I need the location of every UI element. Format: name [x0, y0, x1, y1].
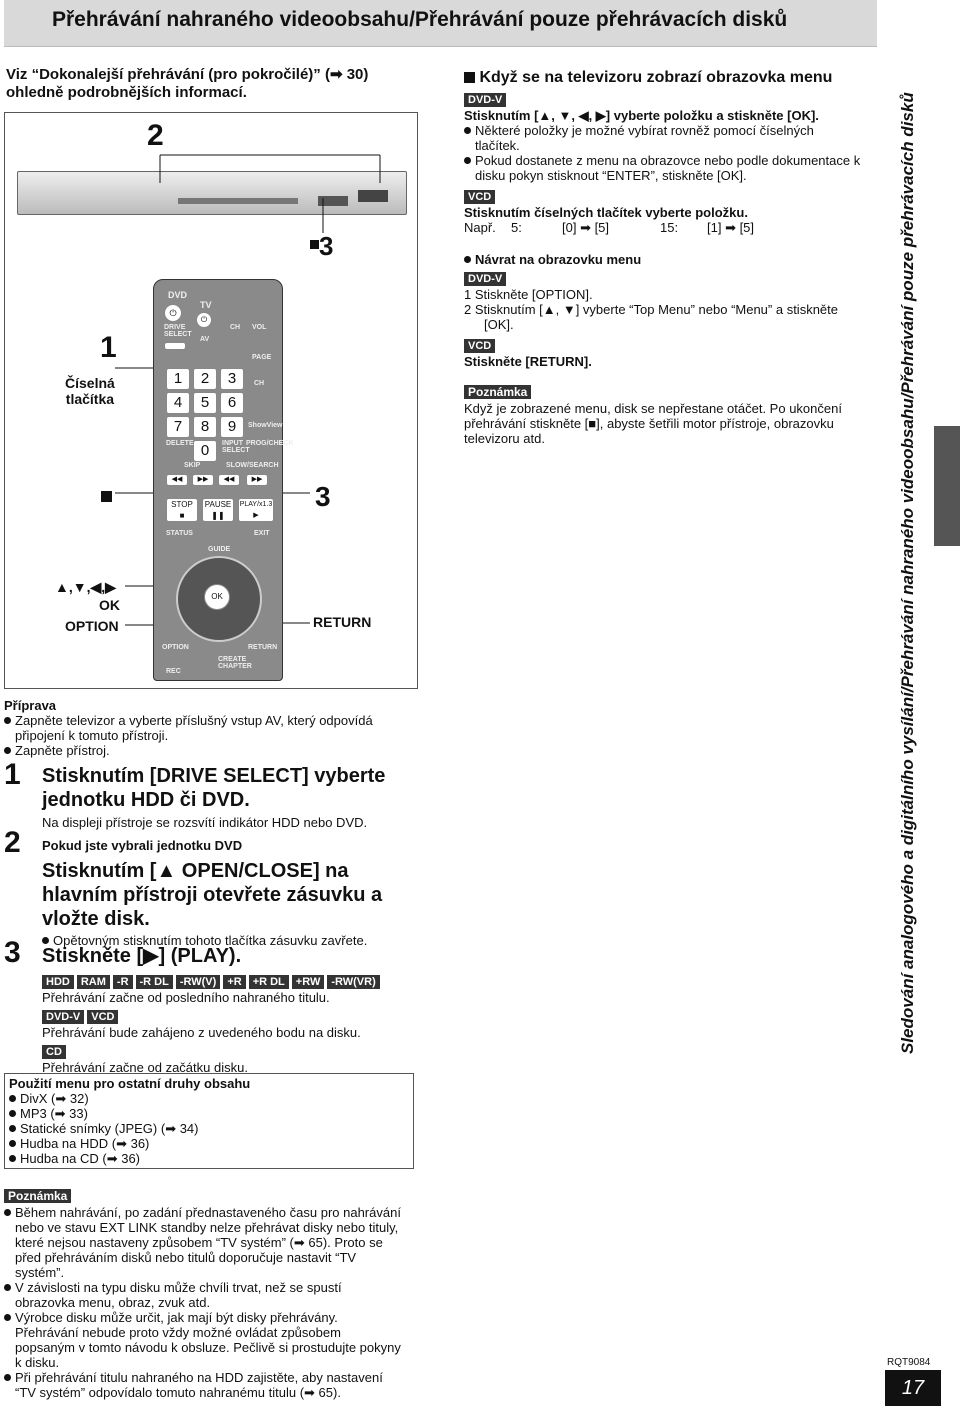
label-arrows: ▲,▼,◀,▶ — [55, 579, 116, 595]
remote-drive-select-label: DRIVE SELECT — [164, 324, 192, 338]
prep-item-3: Zapněte přístroj. — [15, 743, 110, 758]
badge-rw-v: -RW(V) — [176, 975, 220, 989]
label-ok: OK — [99, 597, 120, 613]
example-2-value: [1] ➡ [5] — [707, 220, 755, 235]
skip-back-button[interactable]: ◀◀ — [166, 474, 188, 486]
example-1-value: [0] ➡ [5] — [562, 220, 610, 235]
prep-item — [4, 713, 424, 728]
remote-av-label: AV — [200, 336, 210, 343]
remote-control — [153, 279, 294, 681]
vcd-instruction: Stisknutím číselných tlačítek vyberte položku. — [464, 205, 748, 220]
list-item: Statické snímky (JPEG) (➡ 34) — [20, 1121, 199, 1136]
right-column — [464, 68, 884, 446]
badge-plus-r-dl: +R DL — [249, 975, 289, 989]
note-label: Poznámka — [4, 1189, 71, 1203]
right-note-line: Když je zobrazené menu, disk se nepřestane otáčet. Po ukončení — [464, 401, 842, 416]
step-2-subtitle: Pokud jste vybrali jednotku DVD — [42, 838, 243, 853]
fast-forward-button[interactable]: ▶▶ — [246, 474, 268, 486]
preparation-title: Příprava — [4, 698, 57, 713]
step-2-line-2: hlavním přístroji otevřete zásuvku a — [42, 884, 383, 906]
step-3 — [42, 944, 422, 1075]
badge-ram: RAM — [77, 975, 110, 989]
label-option: OPTION — [65, 618, 119, 634]
stop-label: STOP — [171, 500, 193, 509]
key-1[interactable]: 1 — [166, 368, 190, 390]
bottom-note — [4, 1188, 424, 1400]
play-button[interactable]: PLAY/x1.3 ▶ — [238, 498, 274, 522]
step-2 — [42, 838, 422, 948]
callout-1: 1 — [100, 331, 117, 364]
step-1 — [42, 764, 422, 830]
remote-dvd-label: DVD — [168, 290, 188, 300]
other-content-box — [4, 1073, 414, 1169]
remote-skip-label: SKIP — [184, 462, 201, 469]
section-square-icon — [464, 72, 475, 83]
remote-vol-label: VOL — [252, 324, 267, 331]
badge-dvd-v: DVD-V — [464, 272, 506, 286]
note-line: Při přehrávání titulu nahraného na HDD zajistěte, aby nastavení — [15, 1370, 383, 1385]
other-content-title: Použití menu pro ostatní druhy obsahu — [9, 1076, 251, 1091]
prep-item — [4, 728, 424, 743]
badge-dvd-v: DVD-V — [464, 93, 506, 107]
power-button[interactable]: ⏻ — [164, 304, 182, 322]
step-1-line-2: jednotku HDD či DVD. — [42, 789, 250, 811]
ok-button[interactable] — [204, 584, 230, 610]
callout-2: 2 — [147, 119, 164, 152]
step-2-note: Opětovným stisknutím tohoto tlačítka zásuvku zavřete. — [53, 933, 368, 948]
note-line: Během nahrávání, po zadání přednastaveného času pro nahrávání — [15, 1205, 401, 1220]
prep-item-1: Zapněte televizor a vyberte příslušný vstup AV, který odpovídá — [15, 713, 373, 728]
step-2-line-3: vložte disk. — [42, 908, 150, 930]
badge-plus-r: +R — [223, 975, 245, 989]
remote-delete-label: DELETE — [166, 440, 194, 447]
drive-select-button[interactable] — [164, 342, 186, 350]
badge-r: -R — [113, 975, 133, 989]
note-line: které nejsou nastaveny způsobem “TV systém” (➡ 65). Proto se — [15, 1235, 383, 1250]
side-section-label: Sledování analogového a digitálního vysílání/Přehrávání nahraného videoobsahu/Přehrávání pouze přehrávacích disků — [898, 92, 917, 1054]
return-menu-title: Návrat na obrazovku menu — [475, 252, 642, 267]
note-line: Výrobce disku může určit, jak mají být disky přehrávány. — [15, 1310, 338, 1325]
badge-cd: CD — [42, 1045, 66, 1059]
key-8[interactable]: 8 — [193, 416, 217, 438]
key-3[interactable]: 3 — [220, 368, 244, 390]
note-line: k disku. — [15, 1355, 60, 1370]
return-step-1: 1 Stiskněte [OPTION]. — [464, 287, 593, 302]
label-numeric-1: Číselná — [65, 375, 115, 391]
remote-slow-search-label: SLOW/SEARCH — [226, 462, 279, 469]
badge-dvd-v: DVD-V — [42, 1010, 84, 1024]
remote-showview-label: ShowView — [248, 422, 283, 429]
key-6[interactable]: 6 — [220, 392, 244, 414]
prep-item-2: připojení k tomuto přístroji. — [15, 728, 169, 743]
key-2[interactable]: 2 — [193, 368, 217, 390]
return-step-2: 2 Stisknutím [▲, ▼] vyberte “Top Menu” nebo “Menu” a stiskněte — [464, 302, 838, 317]
vcd-return-instruction: Stiskněte [RETURN]. — [464, 354, 592, 369]
note-line: před přehráváním disků nebo titulů doporučuje nastavit “TV — [15, 1250, 357, 1265]
step-3-text-2: Přehrávání bude zahájeno z uvedeného bodu na disku. — [42, 1025, 361, 1040]
intro-line-2: ohledně podrobnějších informací. — [6, 84, 247, 101]
callout-3-top-number: 3 — [319, 231, 334, 261]
page-title-bar — [4, 0, 877, 47]
return-step-2-cont: [OK]. — [484, 317, 514, 332]
note-line: obrazovka menu, obraz, zvuk atd. — [15, 1295, 211, 1310]
ok-label: OK — [211, 592, 223, 601]
badge-r-dl: -R DL — [136, 975, 173, 989]
example-label: Např. — [464, 220, 496, 235]
prep-item — [4, 743, 424, 758]
list-item: Hudba na CD (➡ 36) — [20, 1151, 141, 1166]
badge-vcd: VCD — [464, 190, 495, 204]
tv-power-button[interactable]: ⏻ — [196, 312, 212, 328]
page-title: Přehrávání nahraného videoobsahu/Přehrávání pouze přehrávacích disků — [52, 8, 788, 31]
step-3-text-3: Přehrávání začne od začátku disku. — [42, 1060, 248, 1075]
badge-vcd: VCD — [87, 1010, 118, 1024]
rewind-button[interactable]: ◀◀ — [218, 474, 240, 486]
remote-ch-label: CH — [230, 324, 241, 331]
step-1-line-1: Stisknutím [DRIVE SELECT] vyberte — [42, 765, 386, 787]
remote-ch2-label: CH — [254, 380, 265, 387]
note-label: Poznámka — [464, 385, 531, 399]
list-item: MP3 (➡ 33) — [20, 1106, 88, 1121]
note-line: popsaným v tomto návodu k obsluze. Pečlivě si prostudujte pokyny — [15, 1340, 401, 1355]
note-line: Přehrávání nebude proto vždy možné ovládat způsobem — [15, 1325, 341, 1340]
skip-forward-button[interactable]: ▶▶ — [192, 474, 214, 486]
page-number-box — [885, 1370, 941, 1406]
note-line: nebo ve stavu EXT LINK standby nelze přehrávat disky nebo tituly, — [15, 1220, 399, 1235]
step-1-number: 1 — [4, 758, 21, 791]
key-5[interactable]: 5 — [193, 392, 217, 414]
play-label: PLAY/x1.3 — [239, 501, 273, 508]
label-return: RETURN — [313, 614, 372, 630]
pause-label: PAUSE — [204, 500, 232, 509]
remote-exit-label: EXIT — [254, 530, 270, 537]
label-numeric-2: tlačítka — [65, 391, 115, 407]
example-row — [464, 220, 884, 236]
intro-line-1: Viz “Dokonalejší přehrávání (pro pokročilé)” (➡ 30) — [6, 66, 369, 83]
key-0[interactable]: 0 — [193, 440, 217, 462]
step-3-number: 3 — [4, 936, 21, 969]
remote-create-chapter-label: CREATE CHAPTER — [218, 656, 252, 670]
remote-page-label: PAGE — [252, 354, 272, 361]
intro-text — [6, 66, 426, 102]
example-1-key: 5: — [511, 220, 522, 235]
example-2-key: 15: — [660, 220, 679, 235]
right-note-line: přehrávání stiskněte [■], abyste šetřili motor přístroje, obrazovku — [464, 416, 834, 431]
remote-guide-label: GUIDE — [208, 546, 231, 553]
note-line: V závislosti na typu disku může chvíli trvat, než se spustí — [15, 1280, 342, 1295]
note-line: “TV systém” odpovídalo tomuto nahranému titulu (➡ 65). — [15, 1385, 341, 1400]
remote-tv-label: TV — [200, 300, 212, 310]
dvdv-instruction: Stisknutím [▲, ▼, ◀, ▶] vyberte položku a stiskněte [OK]. — [464, 108, 819, 123]
badge-rw-vr: -RW(VR) — [327, 975, 379, 989]
note-line: systém”. — [15, 1265, 65, 1280]
dvdv-bullet-2-cont: disku pokyn stisknout “ENTER”, stiskněte [OK]. — [475, 168, 747, 183]
badge-plus-rw: +RW — [292, 975, 325, 989]
right-note-line: televizoru atd. — [464, 431, 545, 446]
key-7[interactable]: 7 — [166, 416, 190, 438]
step-1-note: Na displeji přístroje se rozsvítí indikátor HDD nebo DVD. — [42, 815, 368, 830]
stop-button[interactable]: STOP ■ — [166, 498, 198, 522]
remote-prog-check-label: PROG/CHECK — [246, 440, 294, 447]
step-2-number: 2 — [4, 826, 21, 859]
callout-3-mid: 3 — [315, 481, 331, 512]
list-item: Hudba na HDD (➡ 36) — [20, 1136, 150, 1151]
remote-rec-label: REC — [166, 668, 181, 675]
step-3-text-1: Přehrávání začne od posledního nahraného titulu. — [42, 990, 330, 1005]
remote-input-select-label: INPUT SELECT — [222, 440, 250, 454]
list-item: DivX (➡ 32) — [20, 1091, 89, 1106]
step-2-line-1: Stisknutím [▲ OPEN/CLOSE] na — [42, 860, 349, 882]
remote-status-label: STATUS — [166, 530, 193, 537]
preparation-section — [4, 698, 424, 758]
key-4[interactable]: 4 — [166, 392, 190, 414]
dvdv-bullet-1-cont: tlačítek. — [475, 138, 520, 153]
key-9[interactable]: 9 — [220, 416, 244, 438]
page-number: 17 — [901, 1377, 925, 1399]
document-code: RQT9084 — [887, 1357, 931, 1368]
remote-return-label: RETURN — [248, 644, 278, 651]
side-tab — [934, 426, 960, 546]
badge-vcd: VCD — [464, 339, 495, 353]
remote-figure — [4, 112, 418, 689]
step-3-line-1: Stiskněte [▶] (PLAY). — [42, 945, 242, 967]
remote-option-label: OPTION — [162, 644, 189, 651]
badge-hdd: HDD — [42, 975, 74, 989]
menu-section-heading: Když se na televizoru zobrazí obrazovka menu — [479, 69, 833, 86]
dvdv-bullet-1: Některé položky je možné vybírat rovněž pomocí číselných — [475, 123, 814, 138]
dvdv-bullet-2: Pokud dostanete z menu na obrazovce nebo podle dokumentace k — [475, 153, 861, 168]
pause-button[interactable]: PAUSE ❚❚ — [202, 498, 234, 522]
